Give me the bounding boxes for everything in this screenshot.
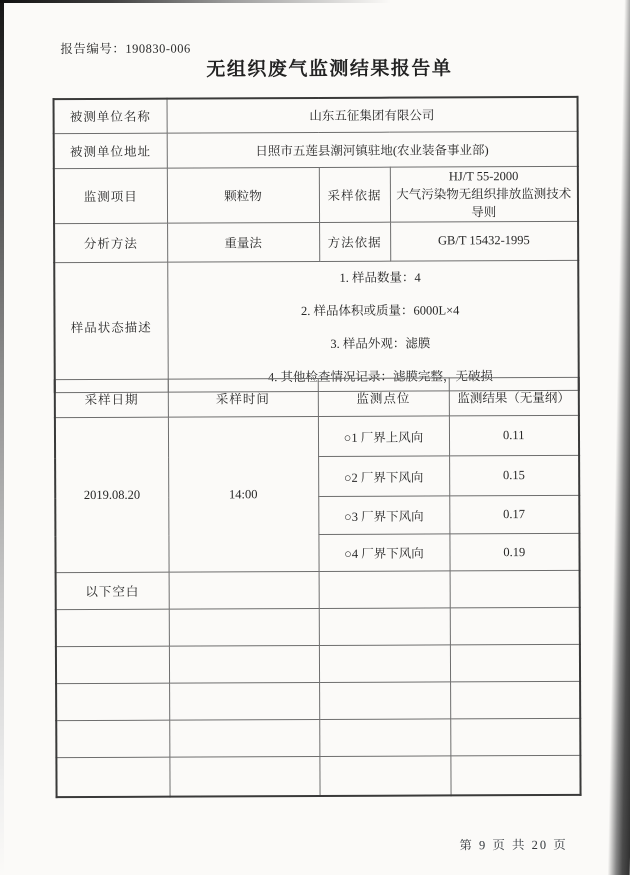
table-row (54, 131, 578, 168)
empty-row (56, 755, 580, 796)
table-row (56, 570, 580, 609)
monitor-result-value: 0.15 (449, 455, 579, 496)
sample-time-value: 14:00 (168, 416, 319, 572)
empty-cell (450, 718, 580, 756)
info-table (53, 96, 580, 393)
method-basis-value: GB/T 15432-1995 (390, 221, 578, 261)
sampling-basis-value (390, 166, 578, 222)
monitor-item-value: 颗粒物 (167, 167, 319, 223)
empty-cell (450, 681, 580, 719)
empty-cell (319, 682, 450, 720)
empty-cell (56, 757, 169, 796)
unit-addr-label: 被测单位地址 (54, 133, 167, 168)
sampling-table (54, 377, 582, 798)
monitor-item-label: 监测项目 (54, 168, 167, 224)
analysis-method-label: 分析方法 (54, 223, 167, 262)
empty-cell (56, 646, 169, 683)
empty-cell (169, 756, 319, 796)
empty-cell (169, 608, 319, 646)
sample-desc-list (170, 267, 576, 386)
unit-name-value: 山东五征集团有限公司 (167, 97, 578, 133)
empty-cell (169, 571, 319, 609)
sample-date-value: 2019.08.20 (55, 417, 169, 572)
page-title: 无组织废气监测结果报告单 (206, 58, 453, 81)
monitor-result-value: 0.11 (449, 415, 579, 456)
sampling-basis-line1: HJ/T 55-2000 (448, 168, 519, 183)
table-row (54, 166, 578, 224)
blank-note-cell: 以下空白 (56, 572, 169, 609)
scan-edge-left (0, 0, 4, 875)
empty-cell (169, 645, 319, 683)
table-header-row (55, 377, 579, 417)
report-number-label: 报告编号： (60, 41, 126, 57)
header-sample-time: 采样时间 (168, 378, 318, 417)
monitor-result-value: 0.17 (449, 495, 579, 534)
monitor-point-value: ○2 厂界下风向 (318, 456, 449, 497)
empty-cell (450, 644, 580, 682)
empty-cell (450, 570, 580, 608)
sampling-basis-label: 采样依据 (319, 167, 390, 223)
empty-cell (319, 719, 450, 757)
empty-cell (56, 720, 169, 757)
empty-cell (319, 608, 450, 646)
sample-desc-item: 3. 样品外观：滤膜 (330, 336, 431, 351)
monitor-point-value: ○3 厂界下风向 (318, 496, 449, 535)
empty-cell (450, 607, 580, 645)
empty-cell (56, 683, 169, 720)
monitor-point-value: ○1 厂界上风向 (318, 416, 449, 457)
empty-cell (319, 756, 450, 796)
table-row (54, 260, 579, 392)
sample-desc-cell (167, 260, 579, 392)
empty-cell (169, 719, 319, 757)
report-number-value: 190830-006 (125, 41, 191, 56)
monitor-result-value: 0.19 (449, 533, 579, 571)
sampling-basis-line2: 大气污染物无组织排放监测技术导则 (396, 186, 572, 220)
empty-cell (169, 682, 319, 720)
table-row (54, 97, 578, 133)
table-row (55, 415, 579, 457)
scan-edge-top (0, 0, 391, 3)
monitor-point-value: ○4 厂界下风向 (318, 534, 449, 572)
empty-row (56, 644, 580, 683)
sample-desc-label: 样品状态描述 (54, 262, 168, 392)
empty-cell (319, 571, 450, 609)
empty-cell (319, 645, 450, 683)
sample-desc-item: 4. 其他检查情况记录：滤膜完整，无破损 (267, 369, 494, 385)
analysis-method-value: 重量法 (167, 222, 319, 262)
empty-row (56, 607, 580, 646)
header-monitor-result: 监测结果（无量纲） (449, 377, 579, 416)
header-monitor-point: 监测点位 (318, 378, 449, 417)
method-basis-label: 方法依据 (319, 222, 390, 261)
sample-desc-item: 1. 样品数量：4 (339, 270, 421, 285)
page-number: 第 9 页 共 20 页 (459, 837, 568, 853)
sample-desc-item: 2. 样品体积或质量：6000L×4 (300, 303, 460, 318)
empty-row (56, 681, 580, 720)
empty-cell (56, 609, 169, 646)
empty-cell (450, 755, 580, 795)
unit-name-label: 被测单位名称 (54, 99, 167, 133)
unit-addr-value: 日照市五莲县潮河镇驻地(农业装备事业部) (167, 131, 578, 168)
header-sample-date: 采样日期 (55, 379, 168, 417)
empty-row (56, 718, 580, 757)
table-row (54, 221, 578, 262)
